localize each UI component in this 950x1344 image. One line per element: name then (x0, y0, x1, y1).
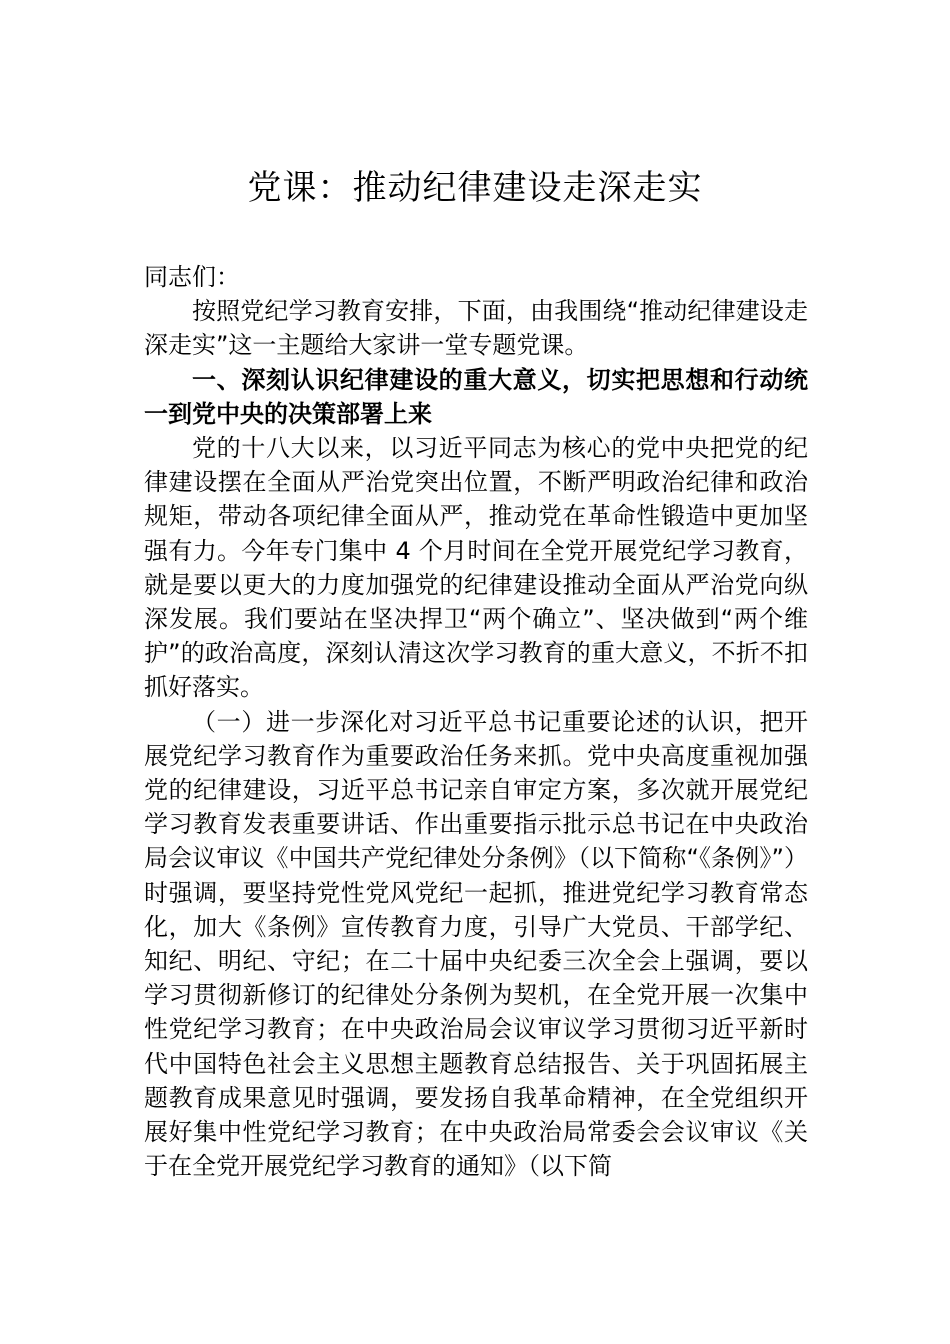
paragraph-subsection-1: （一）进一步深化对习近平总书记重要论述的认识，把开展党纪学习教育作为重要政治任务来抓。党中央高度重视加强党的纪律建设，习近平总书记亲自审定方案，多次就开展党纪学习教育发表重要讲话、作出重要指示批示总书记在中央政治局会议审议《中国共产党纪律处分条例》（以下简称“《条例》”）时强调，要坚持党性党风党纪一起抓，推进党纪学习教育常态化，加大《条例》宣传教育力度，引导广大党员、干部学纪、知纪、明纪、守纪；在二十届中央纪委三次全会上强调，要以学习贯彻新修订的纪律处分条例为契机，在全党开展一次集中性党纪学习教育；在中央政治局会议审议学习贯彻习近平新时代中国特色社会主义思想主题教育总结报告、关于巩固拓展主题教育成果意见时强调，要发扬自我革命精神，在全党组织开展好集中性党纪学习教育；在中央政治局常委会会议审议《关于在全党开展党纪学习教育的通知》（以下简 (144, 707, 808, 1181)
document-title: 党课：推动纪律建设走深走实 (247, 168, 703, 208)
paragraph-intro: 按照党纪学习教育安排，下面，由我围绕“推动纪律建设走深走实”这一主题给大家讲一堂专题党课。 (144, 297, 808, 360)
document-body (144, 260, 808, 1183)
salutation: 同志们： (144, 263, 240, 291)
section-heading-1: 一、深刻认识纪律建设的重大意义，切实把思想和行动统一到党中央的决策部署上来 (144, 365, 808, 428)
paragraph-section-1: 党的十八大以来，以习近平同志为核心的党中央把党的纪律建设摆在全面从严治党突出位置，不断严明政治纪律和政治规矩，带动各项纪律全面从严，推动党在革命性锻造中更加坚强有力。今年专门集中 4 个月时间在全党开展党纪学习教育，就是要以更大的力度加强党的纪律建设推动全面从严治党向纵深发展。我们要站在坚决捍卫“两个确立”、坚决做到“两个维护”的政治高度，深刻认清这次学习教育的重大意义，不折不扣抓好落实。 (144, 434, 808, 702)
